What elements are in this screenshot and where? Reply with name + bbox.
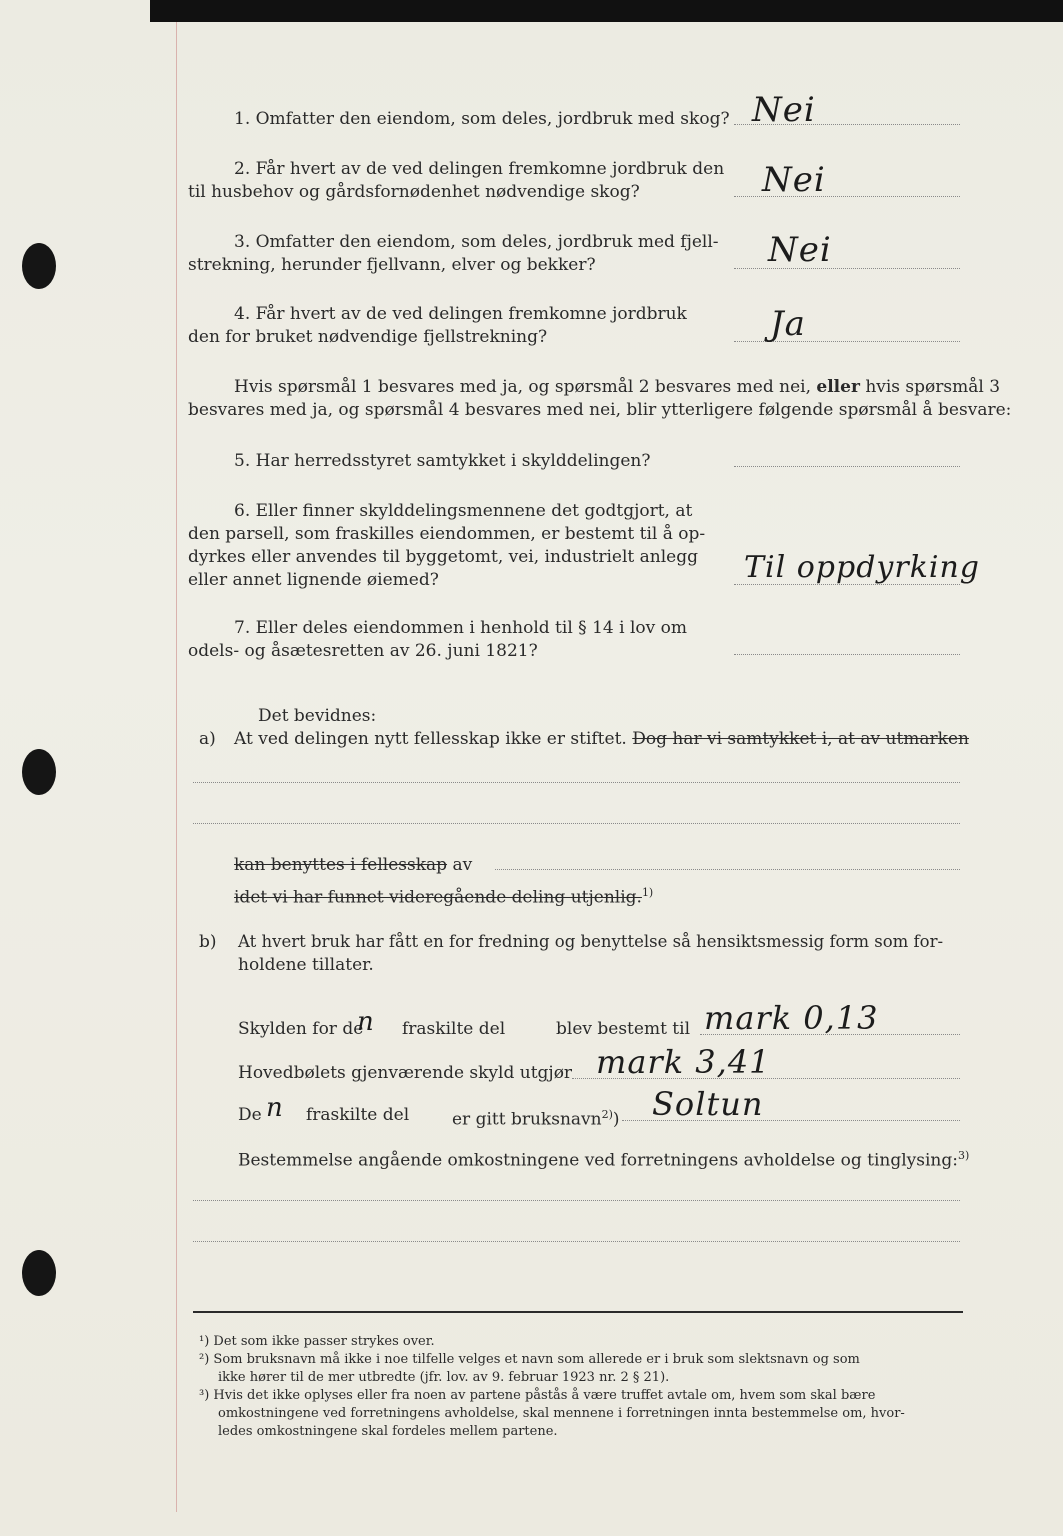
question-1: 1. Omfatter den eiendom, som deles, jordbruk med skog? [234,109,730,129]
question-4-line-1: 4. Får hvert av de ved delingen fremkomne jordbruk [234,304,687,324]
skyld-line-3-handwritten-n: n [266,1093,284,1123]
question-4-line-2: den for bruket nødvendige fjellstrekning? [188,327,548,347]
certify-a-cont-2: idet vi har funnet videregående deling utjenlig.$^{1)}$ [234,886,654,908]
answer-6: Til oppdyrking [744,550,980,585]
skyld-line-3c: er gitt bruksnavn$^{2)}$) [452,1108,620,1130]
blank-line [193,782,960,783]
punch-hole [22,749,56,795]
margin-line [176,22,177,1512]
certify-b-line-2: holdene tillater. [238,955,374,975]
skyld-line-3b: fraskilte del [306,1105,410,1125]
punch-hole [22,1250,56,1296]
footnote-3-line-1: ³) Hvis det ikke oplyses eller fra noen av partene påstås å være truffet avtale om, hvem som skal bære [199,1388,876,1403]
skyld-line-2: Hovedbølets gjenværende skyld utgjør [238,1063,573,1083]
skyld-line-1-handwritten-n: n [357,1007,375,1037]
skyld-line-3a: De [238,1105,262,1125]
question-6-line-1: 6. Eller finner skylddelingsmennene det godtgjort, at [234,501,693,521]
question-7-line-2: odels- og åsætesretten av 26. juni 1821? [188,641,538,661]
skyld-line-4: Bestemmelse angående omkostningene ved forretningens avholdelse og tinglysing:$^{3)}$ [238,1149,970,1171]
answer-line-7 [734,654,960,655]
skyld-value-2: mark 3,41 [596,1043,771,1081]
answer-2: Nei [762,160,826,200]
blank-line [495,869,960,870]
question-2-line-1: 2. Får hvert av de ved delingen fremkomne jordbruk den [234,159,725,179]
footnote-1: ¹) Det som ikke passer strykes over. [199,1334,435,1349]
skyld-line-1c: blev bestemt til [556,1019,691,1039]
answer-1: Nei [752,90,816,130]
question-5: 5. Har herredsstyret samtykket i skylddelingen? [234,451,651,471]
answer-3: Nei [768,230,832,270]
condition-line-2: besvares med ja, og spørsmål 4 besvares med nei, blir ytterligere følgende spørsmål å besvare: [188,400,1012,420]
punch-hole [22,243,56,289]
question-6-line-2: den parsell, som fraskilles eiendommen, er bestemt til å op- [188,524,706,544]
blank-line [193,1200,960,1201]
certify-heading: Det bevidnes: [258,706,377,726]
certify-a-text: At ved delingen nytt fellesskap ikke er stiftet. Dog har vi samtykket i, at av utmarken [234,729,969,749]
blank-line [193,1241,960,1242]
certify-b-line-1: At hvert bruk har fått en for fredning og benyttelse så hensiktsmessig form som for- [238,932,944,951]
certify-a-label: a) [199,729,216,749]
answer-line-4 [734,341,960,342]
footnote-3-line-2: omkostningene ved forretningens avholdelse, skal mennene i forretningen innta bestemmelse om, hvor- [218,1406,905,1421]
skyld-value-3: Soltun [652,1085,764,1123]
skyld-value-1: mark 0,13 [704,999,879,1037]
answer-4: Ja [770,304,806,344]
question-2-line-2: til husbehov og gårdsfornødenhet nødvendige skog? [188,182,640,202]
condition-line-1: Hvis spørsmål 1 besvares med ja, og spørsmål 2 besvares med nei, eller hvis spørsmål 3 [234,377,1001,397]
question-3-line-2: strekning, herunder fjellvann, elver og bekker? [188,255,596,275]
question-6-line-4: eller annet lignende øiemed? [188,570,439,590]
skyld-line-1a: Skylden for de [238,1019,364,1039]
scan-top-edge [150,0,1063,22]
footnote-2-line-1: ²) Som bruksnavn må ikke i noe tilfelle velges et navn som allerede er i bruk som slektsnavn og som [199,1352,860,1367]
skyld-line-1b: fraskilte del [402,1019,506,1039]
blank-line [193,823,960,824]
certify-b-label: b) [199,932,217,952]
question-6-line-3: dyrkes eller anvendes til byggetomt, vei, industrielt anlegg [188,547,698,567]
answer-line-5 [734,466,960,467]
question-3-line-1: 3. Omfatter den eiendom, som deles, jordbruk med fjell- [234,232,719,252]
question-7-line-1: 7. Eller deles eiendommen i henhold til § 14 i lov om [234,618,687,638]
footnote-3-line-3: ledes omkostningene skal fordeles mellem partene. [218,1424,558,1439]
certify-a-cont-1: kan benyttes i fellesskap av [234,855,473,875]
footnote-rule [193,1311,963,1313]
footnote-2-line-2: ikke hører til de mer utbredte (jfr. lov. av 9. februar 1923 nr. 2 § 21). [218,1370,670,1385]
